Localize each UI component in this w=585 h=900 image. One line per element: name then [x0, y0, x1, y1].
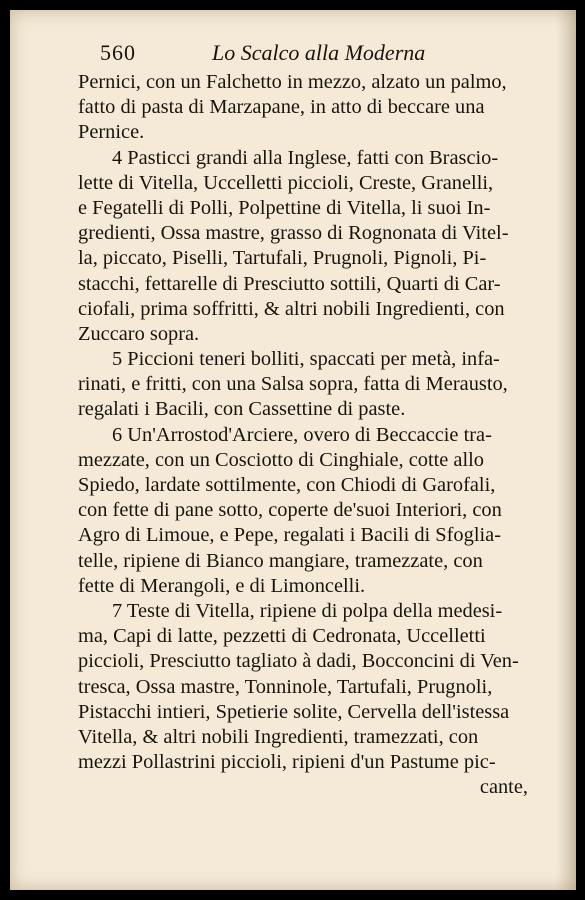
- text-line: la, piccato, Piselli, Tartufali, Prugnoli, Pignoli, Pi-: [78, 247, 487, 270]
- text-line: ma, Capi di latte, pezzetti di Cedronata, Uccelletti: [78, 625, 486, 648]
- item-7-first-line: 7 Teste di Vitella, ripiene di polpa della medesi-: [112, 599, 503, 622]
- text-line: Spiedo, lardate sottilmente, con Chiodi di Garofali,: [78, 474, 496, 496]
- page-number: 560: [100, 40, 136, 65]
- text-line: Zuccaro sopra.: [78, 322, 200, 345]
- text-line: fatto di pasta di Marzapane, in atto di beccare una: [78, 96, 485, 119]
- text-line: Pernici, con un Falchetto in mezzo, alzato un palmo,: [78, 71, 507, 93]
- body-text: [78, 70, 558, 800]
- text-line: fette di Merangoli, e di Limoncelli.: [78, 574, 366, 597]
- text-line: Agro di Limoue, e Pepe, regalati i Bacili di Sfoglia-: [78, 524, 501, 547]
- text-line: gredienti, Ossa mastre, grasso di Rognonata di Vitel-: [78, 222, 509, 245]
- text-line: lette di Vitella, Uccelletti piccioli, Creste, Granelli,: [78, 171, 494, 194]
- text-line: con fette di pane sotto, coperte de'suoi Interiori, con: [78, 499, 502, 522]
- text-line: Vitella, & altri nobili Ingredienti, tramezzati, con: [78, 725, 479, 748]
- text-line: Pernice.: [78, 121, 145, 144]
- page-header: [100, 40, 520, 70]
- text-line: rinati, e fritti, con una Salsa sopra, fatta di Meraustо,: [78, 373, 508, 396]
- text-line: regalati i Bacili, con Cassettine di paste.: [78, 398, 406, 421]
- running-title: Lo Scalco alla Moderna: [212, 40, 426, 65]
- text-line: tresca, Ossa mastre, Tonninole, Tartufali, Prugnoli,: [78, 675, 493, 698]
- text-line: piccioli, Presciutto tagliato à dadi, Bocconcini di Ven-: [78, 650, 519, 673]
- text-line: stacchi, fettarelle di Presciutto sottili, Quarti di Car-: [78, 272, 501, 295]
- item-5-first-line: 5 Piccioni teneri bolliti, spaccati per metà, infa-: [112, 348, 500, 371]
- text-line: mezzi Pollastrini piccioli, ripieni d'un Pastume pic-: [78, 751, 496, 774]
- item-6-first-line: 6 Un'Arrostod'Arciere, overo di Beccaccie tra-: [112, 423, 492, 446]
- text-line: ciofali, prima soffritti, & altri nobili Ingredienti, con: [78, 297, 505, 320]
- text-line: e Fegatelli di Polli, Polpettine di Vitella, li suoi In-: [78, 196, 491, 219]
- text-line: telle, ripiene di Bianco mangiare, tramezzate, con: [78, 549, 483, 572]
- page-edge-shadow: [556, 10, 576, 890]
- text-line: Pistacchi intieri, Spetierie solite, Cervella dell'istessa: [78, 700, 510, 723]
- catchword: cante,: [479, 776, 528, 799]
- item-4-first-line: 4 Pasticci grandi alla Inglese, fatti con Brascio-: [112, 146, 499, 169]
- book-page: [10, 10, 576, 890]
- text-line: mezzate, con un Cosciotto di Cinghiale, cotte allo: [78, 448, 485, 471]
